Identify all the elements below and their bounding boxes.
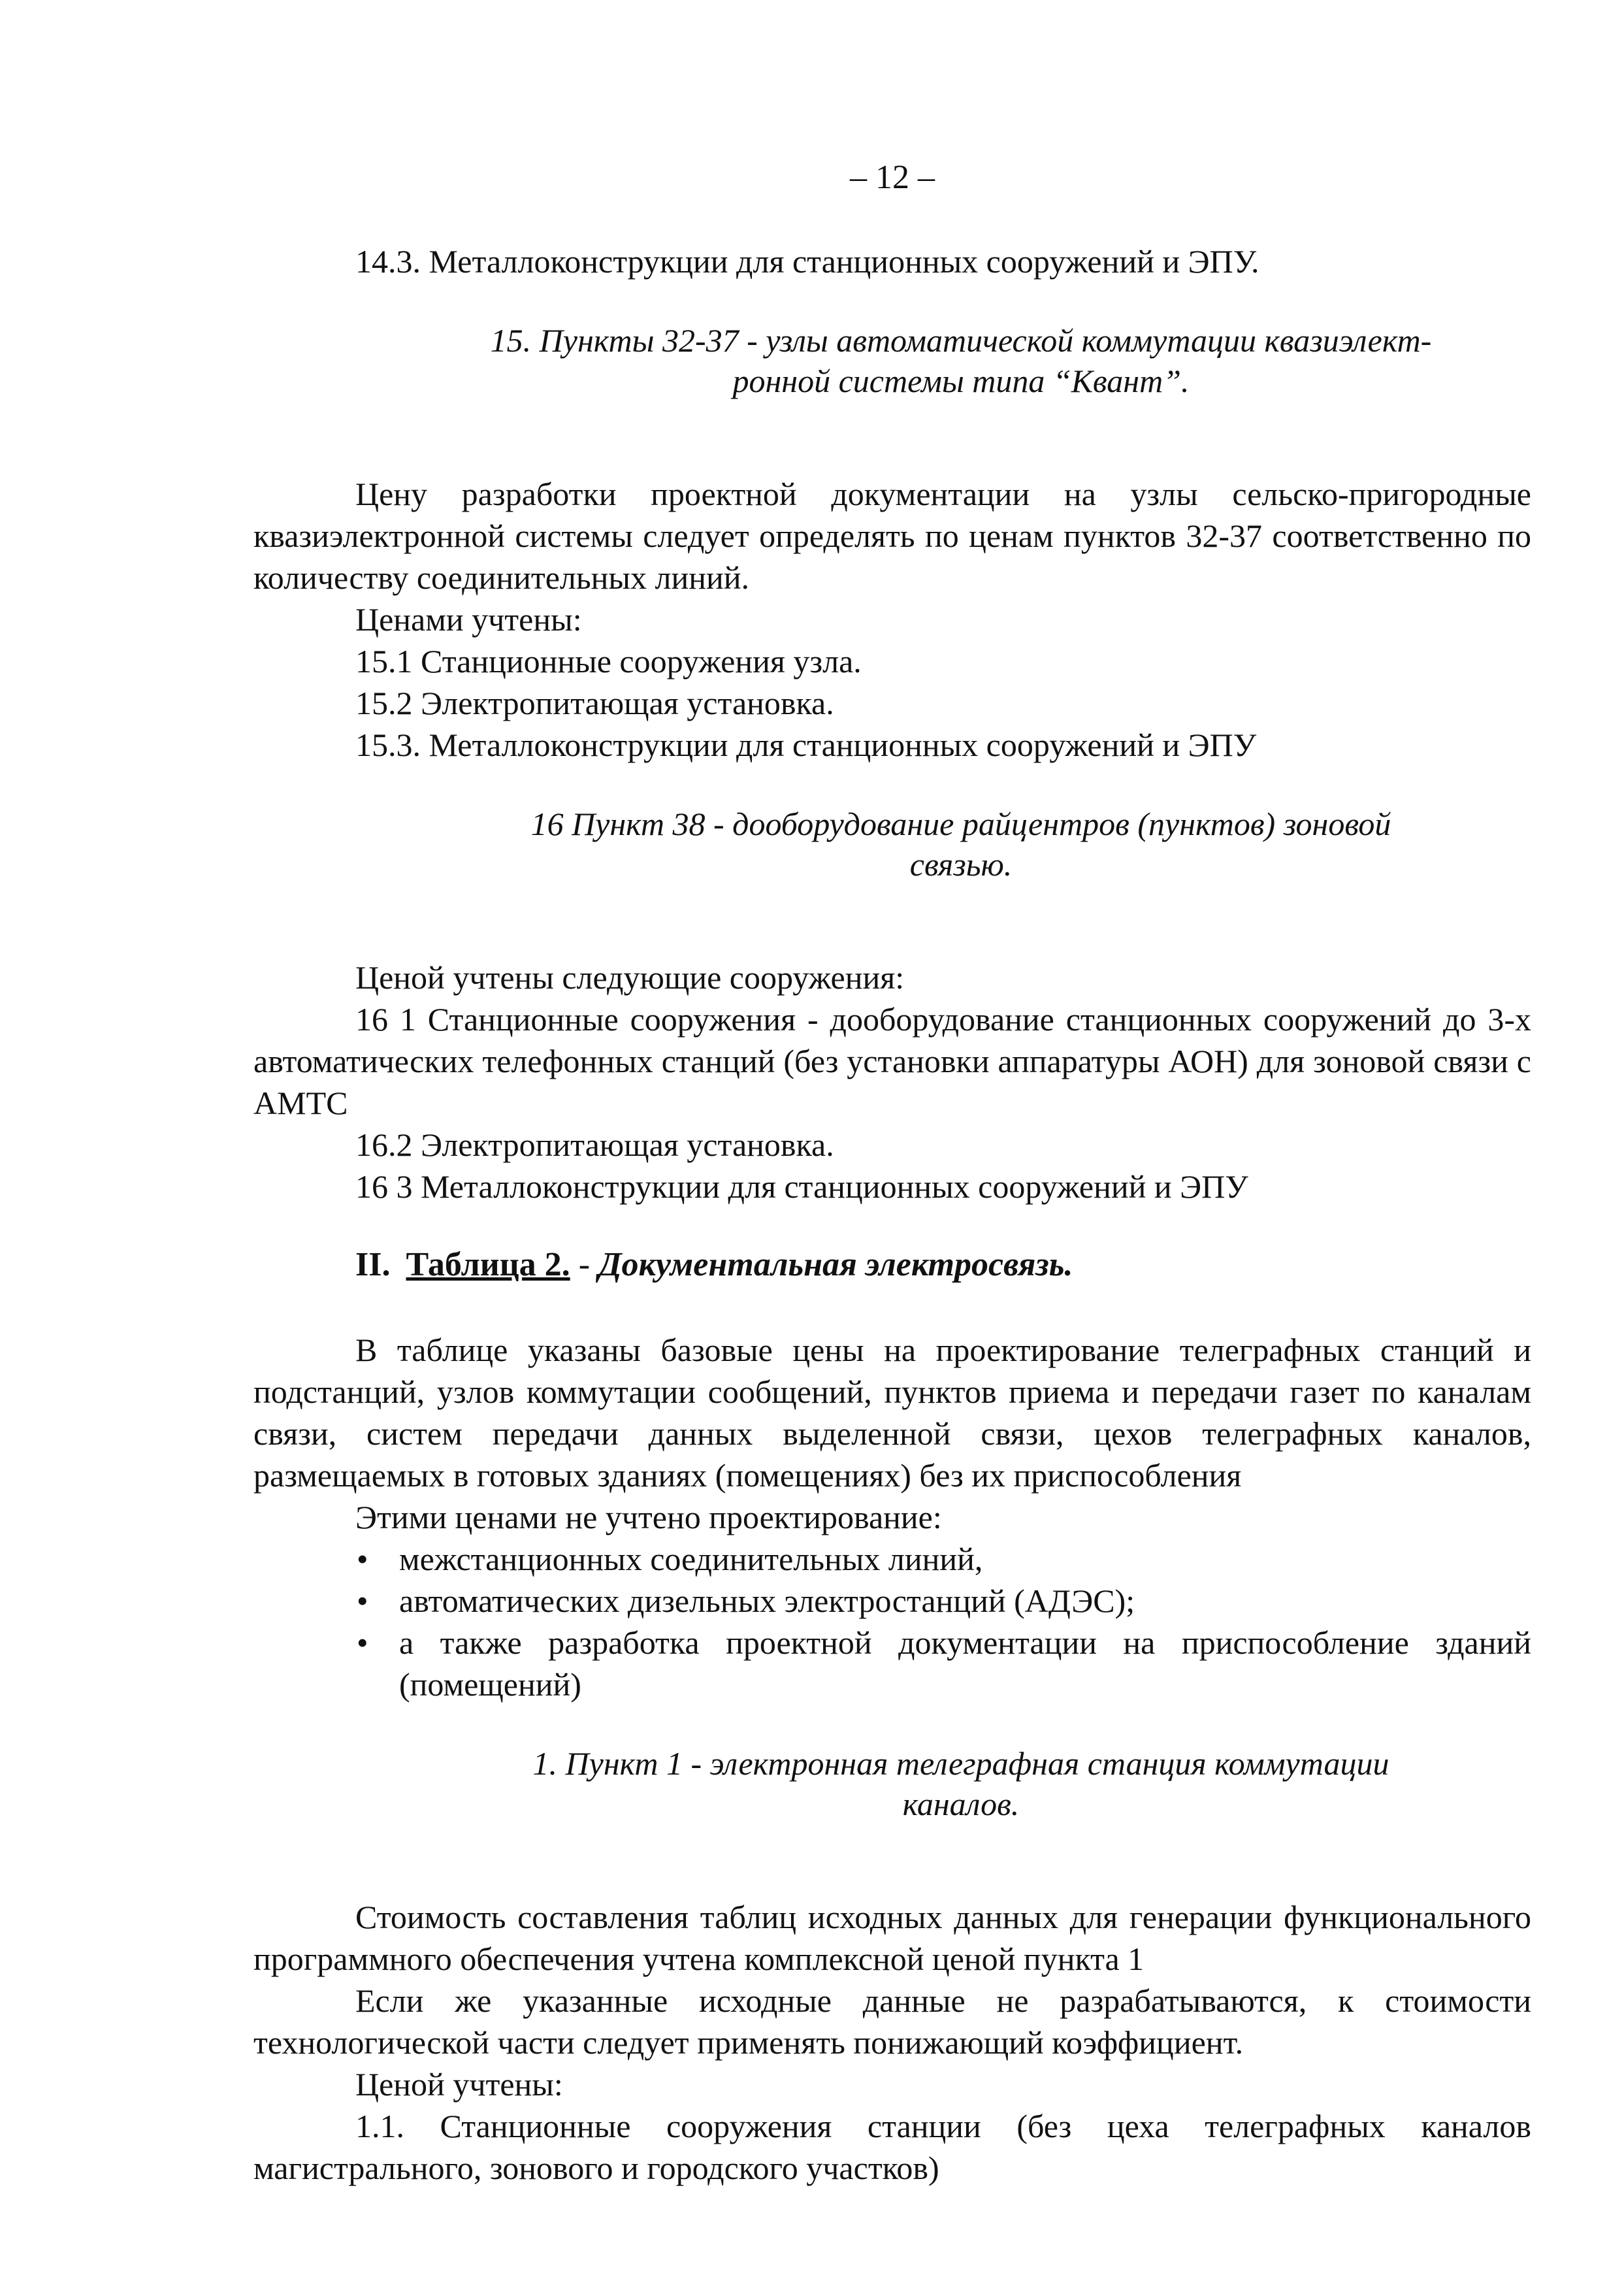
item-1-1: 1.1. Станционные сооружения станции (без цеха телеграфных каналов магистрального, зонового и городского участков): [253, 2108, 1531, 2186]
paragraph-1-1: Стоимость составления таблиц исходных данных для генерации функционального программного обеспечения учтена комплексной ценой пункта 1: [253, 1899, 1531, 1977]
paragraph-ii-1: В таблице указаны базовые цены на проектирование телеграфных станций и подстанций, узлов коммутации сообщений, пунктов приема и передачи газет по каналам связи, систем передачи данных выделенной связи, цехов телеграфных каналов, размещаемых в готовых зданиях (помещениях) без их приспособления: [253, 1332, 1531, 1494]
item-16-2: 16.2 Электропитающая установка.: [355, 1126, 834, 1163]
paragraph-15: Цену разработки проектной документации на узлы сельско-пригородные квазиэлектронной системы следует определять по ценам пунктов 32-37 соответственно по количеству соединительных линий.: [253, 476, 1531, 596]
item-15-1: 15.1 Станционные сооружения узла.: [355, 643, 862, 680]
heading-1-line-2: каналов.: [902, 1786, 1020, 1822]
item-14-3: 14.3. Металлоконструкции для станционных сооружений и ЭПУ.: [355, 243, 1259, 280]
item-15-2: 15.2 Электропитающая установка.: [355, 685, 834, 721]
heading-15-line-1: 15. Пункты 32-37 - узлы автоматической коммутации квазиэлект-: [490, 322, 1432, 359]
not-included-list: [253, 1538, 1531, 1705]
list-item: [253, 1580, 1531, 1622]
item-15-3: 15.3. Металлоконструкции для станционных сооружений и ЭПУ: [355, 727, 1257, 763]
section-title: Документальная электросвязь.: [598, 1246, 1073, 1283]
list-item-text: автоматических дизельных электростанций (АДЭС);: [399, 1582, 1135, 1619]
section-table-label: Таблица 2.: [406, 1246, 570, 1283]
page-number: – 12 –: [850, 159, 935, 196]
heading-15: [253, 320, 1531, 401]
item-16-1: 16 1 Станционные сооружения - дооборудование станционных сооружений до 3-х автоматических телефонных станций (без установки аппаратуры АОН) для зоновой связи с АМТС: [253, 1001, 1531, 1121]
section-number: II.: [355, 1246, 391, 1283]
heading-1: [253, 1743, 1531, 1824]
list-item-text: межстанционных соединительных линий,: [399, 1541, 983, 1577]
included-16-label: Ценой учтены следующие сооружения:: [355, 959, 905, 996]
heading-16-line-1: 16 Пункт 38 - дооборудование райцентров (пунктов) зоновой: [530, 806, 1391, 842]
item-16-3: 16 3 Металлоконструкции для станционных сооружений и ЭПУ: [355, 1168, 1248, 1205]
included-1-label: Ценой учтены:: [355, 2066, 563, 2103]
list-item: [253, 1538, 1531, 1580]
list-item-text: а также разработка проектной документации на приспособление зданий (помещений): [399, 1624, 1531, 1703]
heading-16: [253, 804, 1531, 885]
heading-15-line-2: ронной системы типа “Квант”.: [732, 363, 1190, 399]
paragraph-1-2: Если же указанные исходные данные не разрабатываются, к стоимости технологической части следует применять понижающий коэффициент.: [253, 1982, 1531, 2061]
page-content: [253, 157, 1531, 2189]
included-15-label: Ценами учтены:: [355, 601, 582, 638]
bullet-icon: •: [357, 1624, 368, 1661]
not-included-label: Этими ценами не учтено проектирование:: [355, 1499, 942, 1535]
section-ii-heading: [253, 1244, 1531, 1286]
heading-1-line-1: 1. Пункт 1 - электронная телеграфная станция коммутации: [532, 1745, 1389, 1782]
section-dash: -: [570, 1246, 599, 1283]
list-item: [253, 1622, 1531, 1705]
heading-16-line-2: связью.: [909, 846, 1013, 883]
bullet-icon: •: [357, 1541, 368, 1577]
bullet-icon: •: [357, 1582, 368, 1619]
